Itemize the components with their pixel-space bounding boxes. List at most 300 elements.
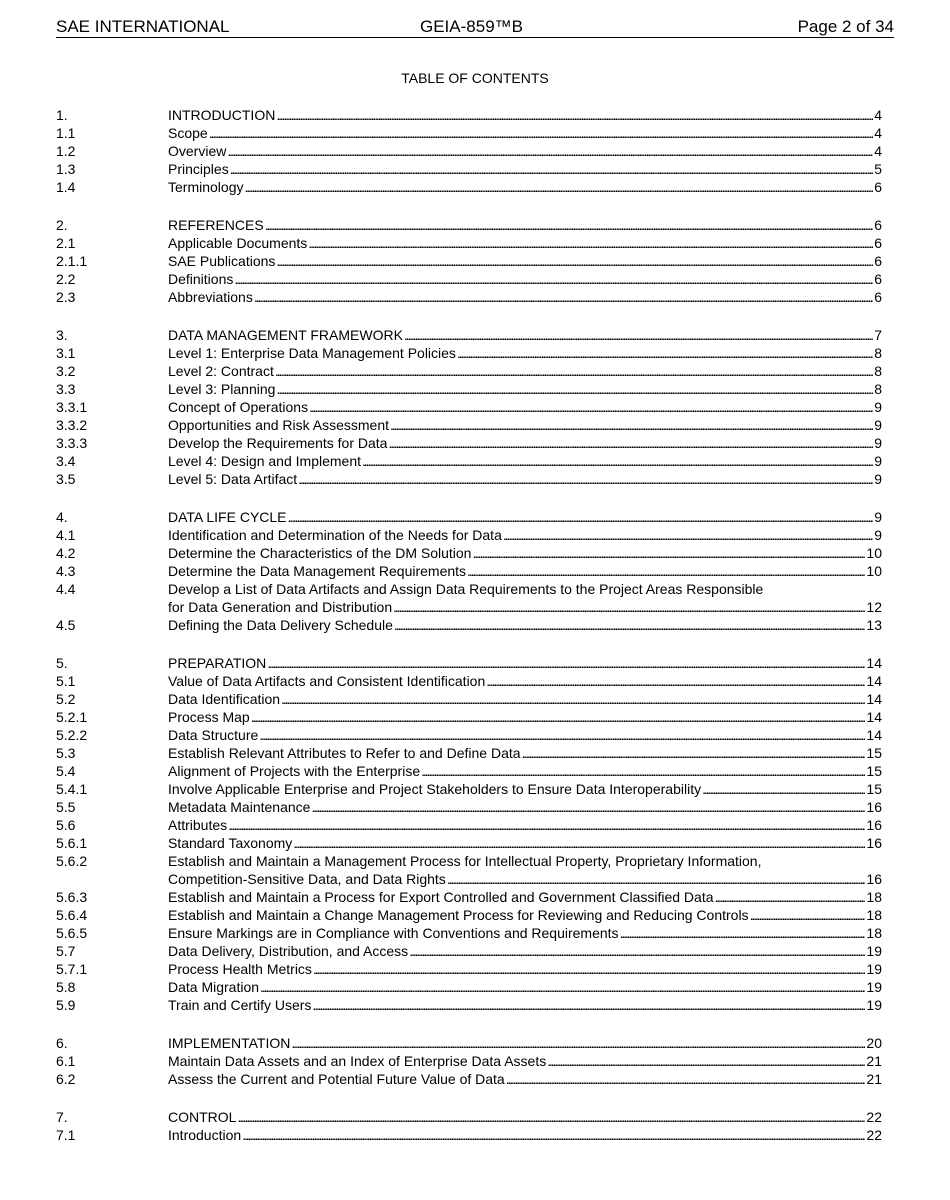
toc-entry-page-number: 9	[874, 399, 882, 415]
toc-entry-number: 1.	[56, 107, 68, 123]
toc-entry-number: 2.	[56, 217, 68, 233]
toc-entry-body	[168, 960, 882, 978]
section-spacer	[56, 634, 882, 654]
dot-leader	[702, 780, 865, 798]
dot-leader	[276, 380, 873, 398]
toc-entry[interactable]	[56, 798, 882, 816]
toc-entry-page-number: 7	[874, 327, 882, 343]
toc-entry-page-number: 5	[874, 161, 882, 177]
toc-entry-page-number: 13	[866, 617, 882, 633]
toc-entry[interactable]	[56, 434, 882, 452]
toc-entry[interactable]	[56, 234, 882, 252]
toc-entry-page-number: 18	[866, 907, 882, 923]
toc-entry-number: 5.6.3	[56, 889, 88, 905]
toc-entry[interactable]	[56, 344, 882, 362]
toc-entry-number: 5.2.2	[56, 727, 88, 743]
toc-entry[interactable]	[56, 744, 882, 762]
toc-entry[interactable]	[56, 1126, 882, 1144]
toc-entry-number: 3.3.1	[56, 399, 88, 415]
dot-leader	[472, 544, 865, 562]
dot-leader	[265, 216, 874, 234]
toc-entry-page-number: 9	[874, 435, 882, 451]
toc-entry-title: Data Structure	[168, 727, 259, 743]
dot-leader	[447, 870, 866, 888]
toc-entry-title: Level 5: Data Artifact	[168, 471, 298, 487]
dot-leader	[362, 452, 873, 470]
toc-entry-body	[168, 344, 882, 362]
toc-entry-title: Assess the Current and Potential Future Value of Data	[168, 1071, 505, 1087]
toc-entry-number: 5.1	[56, 673, 76, 689]
toc-entry-page-number: 8	[874, 363, 882, 379]
toc-entry[interactable]	[56, 654, 882, 672]
dot-leader	[276, 252, 873, 270]
dot-leader	[291, 1034, 865, 1052]
toc-entry-title: Level 4: Design and Implement	[168, 453, 361, 469]
dot-leader	[313, 960, 865, 978]
toc-entry-body	[168, 562, 882, 580]
toc-entry[interactable]	[56, 270, 882, 288]
toc-entry-title: Data Identification	[168, 691, 281, 707]
toc-entry-number: 5.6.4	[56, 907, 88, 923]
toc-entry-page-number: 14	[866, 727, 882, 743]
toc-entry-body	[168, 416, 882, 434]
toc-entry-title: Principles	[168, 161, 229, 177]
toc-entry-body	[168, 380, 882, 398]
toc-entry-number: 6.	[56, 1035, 68, 1051]
toc-entry-title: DATA LIFE CYCLE	[168, 509, 287, 525]
toc-entry-body	[168, 252, 882, 270]
toc-entry-body	[168, 452, 882, 470]
toc-entry[interactable]	[56, 762, 882, 780]
toc-entry-number: 4.	[56, 509, 68, 525]
toc-entry[interactable]	[56, 252, 882, 270]
toc-entry-body	[168, 434, 882, 452]
toc-entry[interactable]	[56, 326, 882, 344]
dot-leader	[620, 924, 866, 942]
toc-entry-title: Definitions	[168, 271, 234, 287]
toc-entry-body	[168, 798, 882, 816]
toc-entry-page-number: 18	[866, 889, 882, 905]
toc-entry-page-number: 6	[874, 253, 882, 269]
toc-entry-number: 1.4	[56, 179, 76, 195]
dot-leader	[467, 562, 865, 580]
toc-entry[interactable]	[56, 906, 882, 924]
dot-leader	[547, 1052, 865, 1070]
toc-entry-title-line1: Develop a List of Data Artifacts and Assign Data Requirements to the Project Areas Responsible	[168, 581, 764, 597]
dot-leader	[254, 288, 873, 306]
toc-entry-page-number: 15	[866, 763, 882, 779]
toc-entry-number: 1.1	[56, 125, 76, 141]
toc-entry[interactable]	[56, 996, 882, 1014]
toc-entry[interactable]	[56, 362, 882, 380]
toc-entry[interactable]	[56, 726, 882, 744]
toc-entry[interactable]	[56, 142, 882, 160]
toc-entry-number: 2.2	[56, 271, 76, 287]
toc-entry-page-number: 14	[866, 691, 882, 707]
toc-entry-page-number: 6	[874, 235, 882, 251]
dot-leader	[388, 434, 873, 452]
toc-entry-number: 3.3.3	[56, 435, 88, 451]
toc-entry[interactable]	[56, 416, 882, 434]
toc-entry-title: Applicable Documents	[168, 235, 308, 251]
toc-entry[interactable]	[56, 708, 882, 726]
toc-entry-body	[168, 816, 882, 834]
toc-entry[interactable]	[56, 178, 882, 196]
toc-entry-body	[168, 780, 882, 798]
toc-entry-body	[168, 744, 882, 762]
toc-entry-number: 3.2	[56, 363, 76, 379]
dot-leader	[244, 178, 873, 196]
toc-entry-title: DATA MANAGEMENT FRAMEWORK	[168, 327, 403, 343]
toc-entry-page-number: 6	[874, 271, 882, 287]
toc-entry[interactable]	[56, 452, 882, 470]
toc-entry-page-number: 10	[866, 545, 882, 561]
toc-entry-title: Data Migration	[168, 979, 260, 995]
toc-entry-page-number: 6	[874, 179, 882, 195]
toc-entry-number: 7.	[56, 1109, 68, 1125]
toc-entry-title: Abbreviations	[168, 289, 253, 305]
toc-entry-page-number: 20	[866, 1035, 882, 1051]
toc-entry-number: 2.3	[56, 289, 76, 305]
dot-leader	[308, 234, 873, 252]
toc-entry-body	[168, 1070, 882, 1088]
toc-entry-page-number: 22	[866, 1127, 882, 1143]
dot-leader	[390, 416, 873, 434]
toc-entry-body	[168, 1034, 882, 1052]
toc-entry[interactable]	[56, 924, 882, 942]
document-id: GEIA-859™B	[420, 17, 523, 36]
toc-entry-title: Metadata Maintenance	[168, 799, 311, 815]
page-header	[56, 16, 894, 38]
toc-entry[interactable]	[56, 288, 882, 306]
toc-entry-title: Determine the Data Management Requirements	[168, 563, 467, 579]
toc-entry-title: INTRODUCTION	[168, 107, 276, 123]
toc-entry-body	[168, 270, 882, 288]
toc-entry-page-number: 18	[866, 925, 882, 941]
toc-entry-body	[168, 708, 882, 726]
dot-leader	[404, 326, 873, 344]
toc-entry-body	[168, 1052, 882, 1070]
toc-entry-title: Identification and Determination of the Needs for Data	[168, 527, 502, 543]
dot-leader	[715, 888, 866, 906]
dot-leader	[260, 978, 865, 996]
toc-entry-title: SAE Publications	[168, 253, 276, 269]
toc-entry-body	[168, 580, 882, 616]
toc-entry[interactable]	[56, 380, 882, 398]
dot-leader	[312, 996, 865, 1014]
toc-entry[interactable]	[56, 470, 882, 488]
toc-entry[interactable]	[56, 526, 882, 544]
toc-entry-body	[168, 160, 882, 178]
toc-entry-body	[168, 508, 882, 526]
toc-entry[interactable]	[56, 398, 882, 416]
toc-entry-body	[168, 216, 882, 234]
dot-leader	[251, 708, 866, 726]
toc-entry[interactable]	[56, 834, 882, 852]
toc-entry-title: IMPLEMENTATION	[168, 1035, 291, 1051]
dot-leader	[298, 470, 873, 488]
toc-entry[interactable]	[56, 216, 882, 234]
toc-entry-body	[168, 852, 882, 888]
toc-entry-title: Opportunities and Risk Assessment	[168, 417, 389, 433]
toc-entry[interactable]	[56, 562, 882, 580]
dot-leader	[309, 398, 873, 416]
toc-entry-title: Overview	[168, 143, 227, 159]
toc-entry-body	[168, 906, 882, 924]
toc-entry-number: 5.3	[56, 745, 76, 761]
toc-entry-title: Value of Data Artifacts and Consistent Identification	[168, 673, 486, 689]
dot-leader	[503, 526, 873, 544]
toc-entry-number: 4.2	[56, 545, 76, 561]
toc-entry-title: CONTROL	[168, 1109, 237, 1125]
dot-leader	[209, 124, 874, 142]
section-spacer	[56, 306, 882, 326]
toc-entry-body	[168, 106, 882, 124]
dot-leader	[293, 834, 865, 852]
toc-entry-title: REFERENCES	[168, 217, 264, 233]
toc-entry-number: 3.3	[56, 381, 76, 397]
toc-entry-page-number: 16	[866, 799, 882, 815]
toc-entry-body	[168, 888, 882, 906]
toc-entry[interactable]	[56, 1108, 882, 1126]
toc-entry-title: Determine the Characteristics of the DM Solution	[168, 545, 472, 561]
toc-entry-title: Involve Applicable Enterprise and Project Stakeholders to Ensure Data Interoperability	[168, 781, 702, 797]
dot-leader	[281, 690, 865, 708]
toc-entry-title: Develop the Requirements for Data	[168, 435, 388, 451]
dot-leader	[457, 344, 873, 362]
toc-entry-number: 5.2	[56, 691, 76, 707]
toc-entry-body	[168, 996, 882, 1014]
toc-entry-body	[168, 288, 882, 306]
toc-entry-number: 2.1	[56, 235, 76, 251]
dot-leader	[394, 616, 866, 634]
toc-entry-title: Defining the Data Delivery Schedule	[168, 617, 393, 633]
toc-entry-body	[168, 470, 882, 488]
toc-entry-body	[168, 690, 882, 708]
toc-entry-number: 3.	[56, 327, 68, 343]
toc-entry-number: 7.1	[56, 1127, 76, 1143]
toc-entry[interactable]	[56, 960, 882, 978]
toc-entry-page-number: 19	[866, 943, 882, 959]
toc-entry[interactable]	[56, 942, 882, 960]
toc-entry[interactable]	[56, 1034, 882, 1052]
toc-entry-body	[168, 234, 882, 252]
toc-entry-title: Terminology	[168, 179, 244, 195]
toc-entry-body	[168, 672, 882, 690]
toc-entry-number: 5.4.1	[56, 781, 88, 797]
dot-leader	[237, 1108, 865, 1126]
dot-leader	[409, 942, 865, 960]
toc-entry-number: 5.6	[56, 817, 76, 833]
table-of-contents	[56, 106, 882, 1144]
toc-entry-title: Establish Relevant Attributes to Refer to and Define Data	[168, 745, 521, 761]
dot-leader	[267, 654, 865, 672]
toc-entry-body	[168, 942, 882, 960]
toc-entry-page-number: 8	[874, 345, 882, 361]
toc-entry-page-number: 4	[874, 125, 882, 141]
toc-entry-page-number: 9	[874, 417, 882, 433]
toc-entry-page-number: 9	[874, 471, 882, 487]
dot-leader	[486, 672, 865, 690]
toc-entry-number: 5.4	[56, 763, 76, 779]
toc-entry-number: 5.6.2	[56, 853, 88, 869]
toc-entry-number: 3.5	[56, 471, 76, 487]
toc-entry-page-number: 12	[866, 599, 882, 615]
toc-entry-number: 4.4	[56, 581, 76, 597]
toc-entry-title: PREPARATION	[168, 655, 267, 671]
toc-entry-body	[168, 178, 882, 196]
toc-entry-page-number: 6	[874, 289, 882, 305]
toc-entry-number: 5.	[56, 655, 68, 671]
toc-entry[interactable]	[56, 508, 882, 526]
toc-entry-title: Data Delivery, Distribution, and Access	[168, 943, 409, 959]
toc-entry-number: 1.3	[56, 161, 76, 177]
toc-entry-page-number: 16	[866, 835, 882, 851]
toc-entry-body	[168, 1126, 882, 1144]
toc-entry[interactable]	[56, 672, 882, 690]
section-spacer	[56, 1014, 882, 1034]
toc-entry-number: 4.1	[56, 527, 76, 543]
toc-entry-page-number: 14	[866, 673, 882, 689]
dot-leader	[242, 1126, 865, 1144]
toc-entry-title: Competition-Sensitive Data, and Data Rights	[168, 871, 446, 887]
toc-entry[interactable]	[56, 616, 882, 634]
section-spacer	[56, 196, 882, 216]
toc-entry-title: Process Health Metrics	[168, 961, 312, 977]
toc-entry-page-number: 6	[874, 217, 882, 233]
toc-entry-number: 5.2.1	[56, 709, 88, 725]
dot-leader	[522, 744, 866, 762]
toc-entry-title: Standard Taxonomy	[168, 835, 293, 851]
toc-entry-number: 5.7.1	[56, 961, 88, 977]
toc-entry-title: Scope	[168, 125, 208, 141]
toc-entry-page-number: 9	[874, 453, 882, 469]
toc-entry-page-number: 4	[874, 143, 882, 159]
toc-entry-page-number: 10	[866, 563, 882, 579]
toc-entry-number: 5.9	[56, 997, 76, 1013]
toc-entry[interactable]	[56, 978, 882, 996]
toc-entry-title: Attributes	[168, 817, 228, 833]
toc-entry-title: Level 3: Planning	[168, 381, 276, 397]
toc-entry[interactable]	[56, 780, 882, 798]
toc-entry-number: 4.3	[56, 563, 76, 579]
toc-entry-page-number: 22	[866, 1109, 882, 1125]
page-indicator: Page 2 of 34	[797, 17, 894, 36]
dot-leader	[421, 762, 865, 780]
toc-entry-page-number: 8	[874, 381, 882, 397]
toc-entry[interactable]	[56, 106, 882, 124]
toc-entry-page-number: 21	[866, 1053, 882, 1069]
dot-leader	[311, 798, 865, 816]
toc-entry-body	[168, 762, 882, 780]
toc-entry[interactable]	[56, 816, 882, 834]
toc-entry-number: 5.6.1	[56, 835, 88, 851]
toc-entry-title: Train and Certify Users	[168, 997, 312, 1013]
toc-entry-title: Maintain Data Assets and an Index of Enterprise Data Assets	[168, 1053, 547, 1069]
toc-entry-body	[168, 616, 882, 634]
toc-entry-page-number: 21	[866, 1071, 882, 1087]
toc-entry-title: Alignment of Projects with the Enterprise	[168, 763, 421, 779]
toc-entry[interactable]	[56, 690, 882, 708]
toc-entry-body	[168, 978, 882, 996]
toc-entry-title-line1: Establish and Maintain a Management Process for Intellectual Property, Proprietary Information,	[168, 853, 762, 869]
dot-leader	[259, 726, 865, 744]
toc-entry-page-number: 14	[866, 709, 882, 725]
toc-entry-page-number: 4	[874, 107, 882, 123]
toc-entry-page-number: 16	[866, 817, 882, 833]
toc-entry[interactable]	[56, 580, 882, 616]
dot-leader	[393, 598, 865, 616]
toc-entry-page-number: 19	[866, 979, 882, 995]
dot-leader	[750, 906, 866, 924]
toc-entry-page-number: 19	[866, 961, 882, 977]
toc-entry[interactable]	[56, 1052, 882, 1070]
toc-title: TABLE OF CONTENTS	[401, 70, 549, 86]
toc-entry-page-number: 16	[866, 871, 882, 887]
toc-entry[interactable]	[56, 888, 882, 906]
toc-entry-body	[168, 834, 882, 852]
toc-entry[interactable]	[56, 544, 882, 562]
toc-entry-number: 2.1.1	[56, 253, 88, 269]
toc-entry-body	[168, 544, 882, 562]
dot-leader	[234, 270, 873, 288]
toc-entry-page-number: 9	[874, 509, 882, 525]
toc-entry-body	[168, 1108, 882, 1126]
dot-leader	[275, 362, 873, 380]
toc-entry-number: 5.5	[56, 799, 76, 815]
toc-entry-title: Process Map	[168, 709, 250, 725]
toc-entry-number: 5.6.5	[56, 925, 88, 941]
toc-entry-number: 5.7	[56, 943, 76, 959]
toc-entry-title: Concept of Operations	[168, 399, 309, 415]
toc-entry-body	[168, 362, 882, 380]
section-spacer	[56, 1088, 882, 1108]
toc-entry[interactable]	[56, 160, 882, 178]
toc-entry-number: 3.3.2	[56, 417, 88, 433]
toc-entry-number: 5.8	[56, 979, 76, 995]
toc-entry-page-number: 9	[874, 527, 882, 543]
toc-entry-body	[168, 726, 882, 744]
toc-entry-page-number: 14	[866, 655, 882, 671]
toc-entry-title: Ensure Markings are in Compliance with Conventions and Requirements	[168, 925, 619, 941]
toc-entry-title: Level 1: Enterprise Data Management Policies	[168, 345, 456, 361]
toc-entry-title: Introduction	[168, 1127, 242, 1143]
toc-entry-number: 1.2	[56, 143, 76, 159]
toc-entry-page-number: 15	[866, 781, 882, 797]
toc-entry-number: 3.1	[56, 345, 76, 361]
dot-leader	[228, 816, 865, 834]
toc-entry[interactable]	[56, 124, 882, 142]
toc-entry-body	[168, 526, 882, 544]
toc-entry-body	[168, 142, 882, 160]
toc-entry[interactable]	[56, 852, 882, 888]
toc-entry-number: 3.4	[56, 453, 76, 469]
toc-entry-body	[168, 124, 882, 142]
toc-entry-page-number: 19	[866, 997, 882, 1013]
dot-leader	[288, 508, 874, 526]
toc-entry-title: Establish and Maintain a Change Management Process for Reviewing and Reducing Controls	[168, 907, 749, 923]
toc-entry-number: 6.2	[56, 1071, 76, 1087]
toc-entry-body	[168, 398, 882, 416]
toc-entry-title: for Data Generation and Distribution	[168, 599, 393, 615]
dot-leader	[276, 106, 873, 124]
dot-leader	[506, 1070, 866, 1088]
toc-entry[interactable]	[56, 1070, 882, 1088]
toc-entry-number: 6.1	[56, 1053, 76, 1069]
toc-entry-body	[168, 654, 882, 672]
toc-entry-body	[168, 326, 882, 344]
toc-entry-body	[168, 924, 882, 942]
